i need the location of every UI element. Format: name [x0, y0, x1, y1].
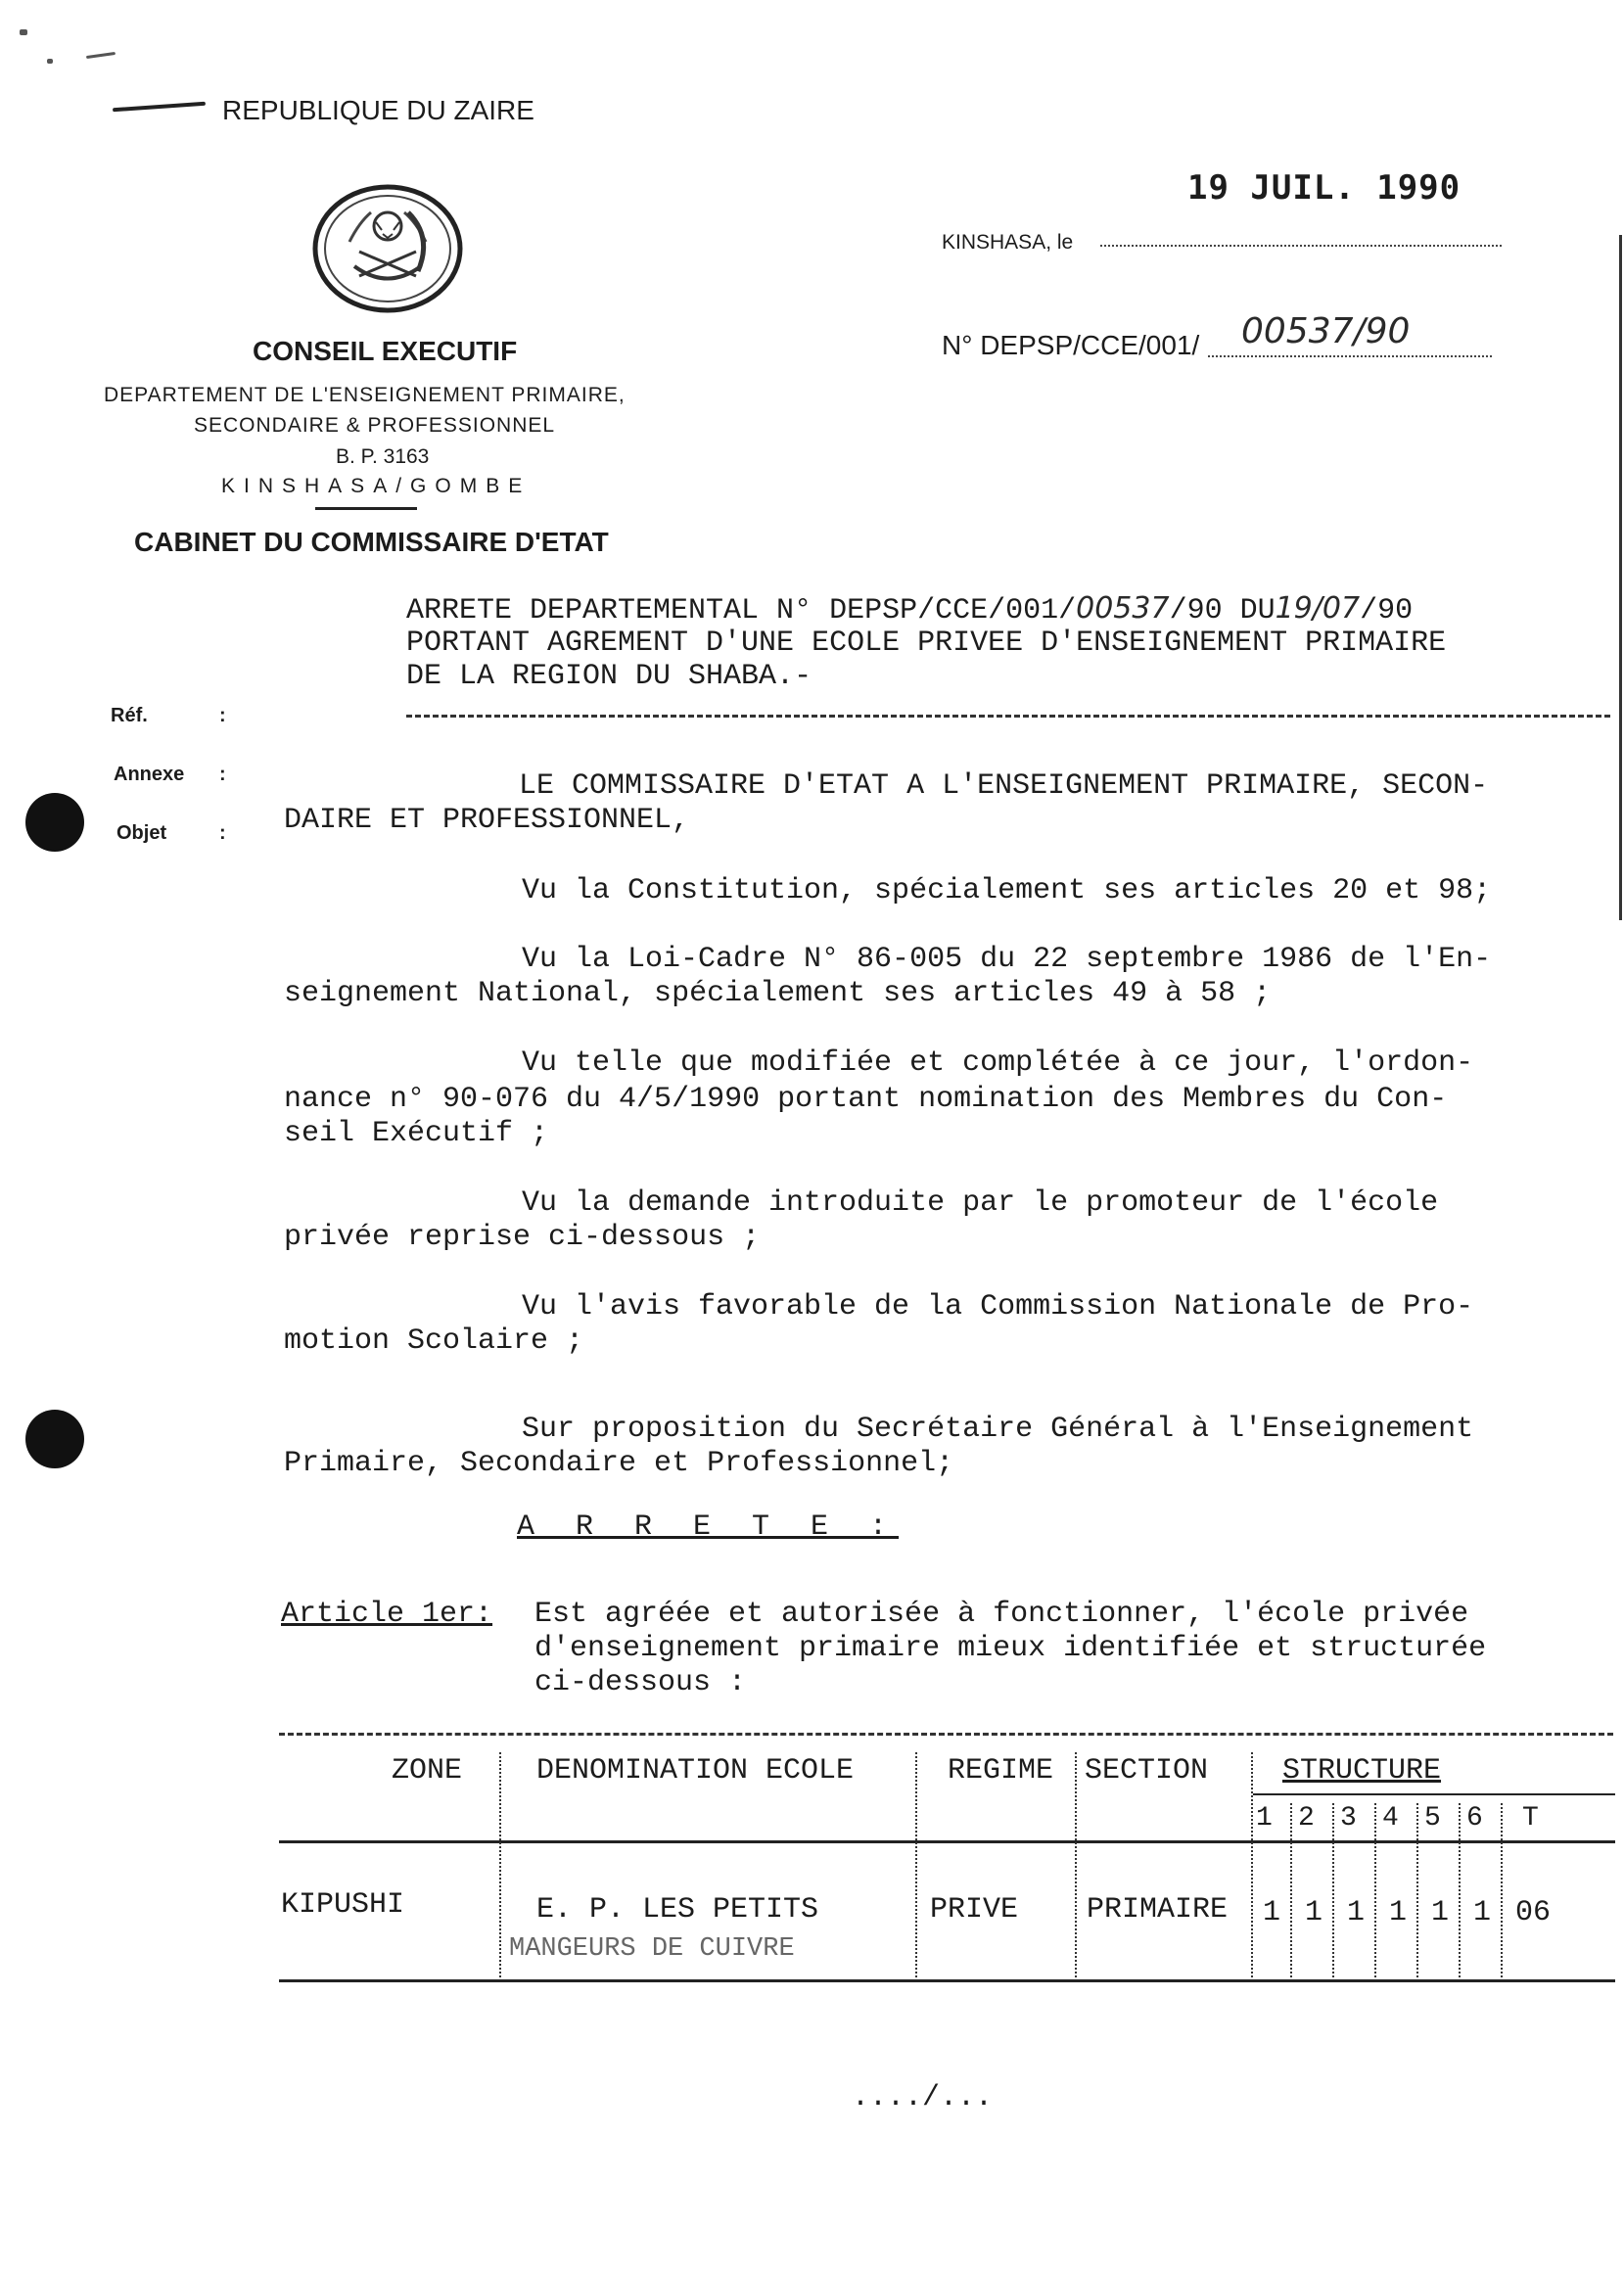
row-class-2: 1 [1305, 1896, 1323, 1929]
reference-dotted-line [1208, 353, 1492, 357]
punch-hole [25, 793, 84, 852]
reference-prefix: N° DEPSP/CCE/001/ [942, 330, 1200, 360]
decree-title-line-1: ARRETE DEPARTEMENTAL N° DEPSP/CCE/001/00537/90 DU19/07/90 [406, 591, 1414, 627]
structure-separator [1332, 1803, 1338, 1977]
arrete-heading: A R R E T E : [517, 1510, 900, 1544]
scan-speck [86, 52, 116, 59]
considerant-demande-line-1: Vu la demande introduite par le promoteur de l'école [522, 1186, 1439, 1220]
article-1-label: Article 1er: [281, 1598, 493, 1631]
proposition-line-2: Primaire, Secondaire et Professionnel; [284, 1447, 954, 1480]
header-structure: STRUCTURE [1282, 1754, 1442, 1788]
structure-separator [1459, 1803, 1464, 1977]
structure-underline [1253, 1793, 1615, 1795]
structure-col-3: 3 [1340, 1803, 1357, 1834]
structure-separator [1501, 1803, 1507, 1977]
considerant-ordonnance-line-1: Vu telle que modifiée et complétée à ce jour, l'ordon- [522, 1046, 1474, 1080]
scan-edge [1619, 235, 1622, 920]
table-bottom-rule [279, 1979, 1615, 1982]
structure-separator [1374, 1803, 1380, 1977]
column-separator [915, 1752, 929, 1977]
ref-label: Réf. [111, 705, 148, 726]
po-box: B. P. 3163 [336, 445, 430, 468]
considerant-loi-cadre-line-2: seignement National, spécialement ses articles 49 à 58 ; [284, 977, 1272, 1010]
header-denomination: DENOMINATION ECOLE [536, 1754, 855, 1788]
annexe-colon: : [219, 764, 226, 785]
considerant-constitution: Vu la Constitution, spécialement ses articles 20 et 98; [522, 874, 1492, 907]
row-class-1: 1 [1263, 1896, 1281, 1929]
article-1-line-2: d'enseignement primaire mieux identifiée et structurée [534, 1632, 1487, 1665]
continuation-mark: ..../... [852, 2081, 994, 2114]
reference-handwritten-number: 00537/90 [1241, 311, 1411, 351]
column-separator [1251, 1752, 1265, 1977]
table-top-rule [279, 1733, 1613, 1736]
structure-separator [1416, 1803, 1422, 1977]
considerant-ordonnance-line-3: seil Exécutif ; [284, 1117, 549, 1150]
column-separator [499, 1752, 513, 1977]
structure-separator [1290, 1803, 1296, 1977]
council-title: CONSEIL EXECUTIF [253, 336, 518, 366]
row-denomination-line-1: E. P. LES PETITS [536, 1893, 819, 1927]
article-1-line-3: ci-dessous : [534, 1666, 747, 1699]
row-denomination-line-2: MANGEURS DE CUIVRE [509, 1934, 795, 1964]
commissaire-line-2: DAIRE ET PROFESSIONNEL, [284, 804, 690, 837]
considerant-avis-line-1: Vu l'avis favorable de la Commission Nationale de Pro- [522, 1290, 1474, 1324]
row-total: 06 [1515, 1896, 1552, 1929]
city-underline [315, 507, 417, 510]
row-zone: KIPUSHI [281, 1888, 405, 1922]
row-regime: PRIVE [930, 1893, 1019, 1927]
row-class-6: 1 [1473, 1896, 1492, 1929]
date-dotted-line [1100, 243, 1502, 247]
structure-col-6: 6 [1466, 1803, 1483, 1834]
structure-col-2: 2 [1298, 1803, 1315, 1834]
department-line-2: SECONDAIRE & PROFESSIONNEL [194, 414, 556, 437]
considerant-avis-line-2: motion Scolaire ; [284, 1324, 584, 1358]
objet-label: Objet [116, 822, 167, 844]
structure-col-5: 5 [1424, 1803, 1441, 1834]
row-class-3: 1 [1347, 1896, 1366, 1929]
considerant-loi-cadre-line-1: Vu la Loi-Cadre N° 86-005 du 22 septembre 1986 de l'En- [522, 943, 1492, 976]
country-name: REPUBLIQUE DU ZAIRE [222, 95, 534, 125]
coat-of-arms-seal-icon [310, 183, 466, 315]
city-address: KINSHASA/GOMBE [221, 475, 532, 497]
annexe-label: Annexe [114, 764, 185, 785]
proposition-line-1: Sur proposition du Secrétaire Général à l'Enseignement [522, 1413, 1474, 1446]
scan-speck [113, 102, 206, 113]
header-regime: REGIME [948, 1754, 1054, 1788]
commissaire-line-1: LE COMMISSAIRE D'ETAT A L'ENSEIGNEMENT PRIMAIRE, SECON- [519, 769, 1489, 803]
structure-col-4: 4 [1382, 1803, 1399, 1834]
scan-speck [20, 29, 27, 35]
column-separator [1075, 1752, 1089, 1977]
article-1-line-1: Est agréée et autorisée à fonctionner, l'école privée [534, 1598, 1469, 1631]
header-section: SECTION [1085, 1754, 1209, 1788]
scan-speck [47, 59, 53, 64]
title-separator [406, 715, 1610, 718]
objet-colon: : [219, 822, 226, 844]
row-section: PRIMAIRE [1087, 1893, 1229, 1927]
department-line-1: DEPARTEMENT DE L'ENSEIGNEMENT PRIMAIRE, [104, 384, 626, 406]
ref-colon: : [219, 705, 226, 726]
header-bottom-rule [279, 1840, 1615, 1843]
structure-col-total: T [1522, 1803, 1539, 1834]
header-zone: ZONE [392, 1754, 463, 1788]
row-class-4: 1 [1389, 1896, 1408, 1929]
place-label: KINSHASA, le [942, 231, 1074, 254]
considerant-demande-line-2: privée reprise ci-dessous ; [284, 1221, 761, 1254]
punch-hole [25, 1410, 84, 1468]
decree-title-line-3: DE LA REGION DU SHABA.- [406, 660, 812, 693]
decree-title-line-2: PORTANT AGREMENT D'UNE ECOLE PRIVEE D'ENSEIGNEMENT PRIMAIRE [406, 627, 1447, 660]
structure-col-1: 1 [1256, 1803, 1273, 1834]
considerant-ordonnance-line-2: nance n° 90-076 du 4/5/1990 portant nomination des Membres du Con- [284, 1083, 1448, 1116]
cabinet-title: CABINET DU COMMISSAIRE D'ETAT [134, 527, 609, 557]
date-stamp: 19 JUIL. 1990 [1187, 168, 1462, 208]
row-class-5: 1 [1431, 1896, 1450, 1929]
